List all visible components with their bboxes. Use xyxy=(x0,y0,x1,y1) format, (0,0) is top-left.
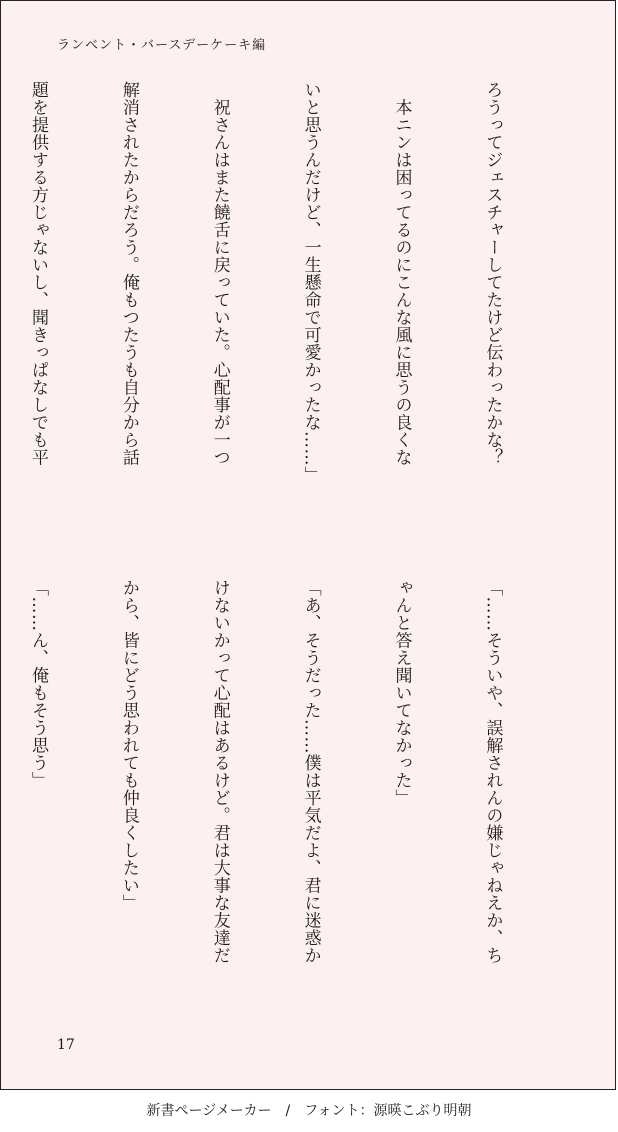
text-column: ゃんと答え聞いてなかった」 xyxy=(391,579,412,807)
text-column: 「……ん、俺もそう思う」 xyxy=(27,579,48,789)
text-column: 祝さんはまた饒舌に戻っていた。心配事が一つ xyxy=(209,81,230,466)
footer-credit: 新書ページメーカー / フォント：源暎こぶり明朝 xyxy=(146,1103,472,1119)
text-column: 本ニンは困ってるのにこんな風に思うの良くな xyxy=(391,81,412,466)
text-column: 題を提供する方じゃないし、聞きっぱなしでも平 xyxy=(27,81,48,466)
text-column: 解消されたからだろう。俺もつたうも自分から話 xyxy=(118,81,139,466)
text-column: 「……そういや、誤解されんの嫌じゃねえか、ち xyxy=(482,579,503,964)
running-title: ランベント・バースデーケーキ編 xyxy=(57,38,267,53)
text-column: いと思うんだけど、一生懸命で可愛かったな……」 xyxy=(300,81,321,484)
text-tier-bottom xyxy=(27,579,568,1009)
page-number: 17 xyxy=(57,1037,75,1053)
text-column: から、皆にどう思われても仲良くしたい」 xyxy=(118,579,139,912)
text-column: けないかって心配はあるけど。君は大事な友達だ xyxy=(209,579,230,964)
text-tier-top xyxy=(27,81,568,541)
text-column: 「あ、そうだった……僕は平気だよ、君に迷惑か xyxy=(300,579,321,964)
text-column: ろうってジェスチャーしてたけど伝わったかな？ xyxy=(482,81,503,466)
